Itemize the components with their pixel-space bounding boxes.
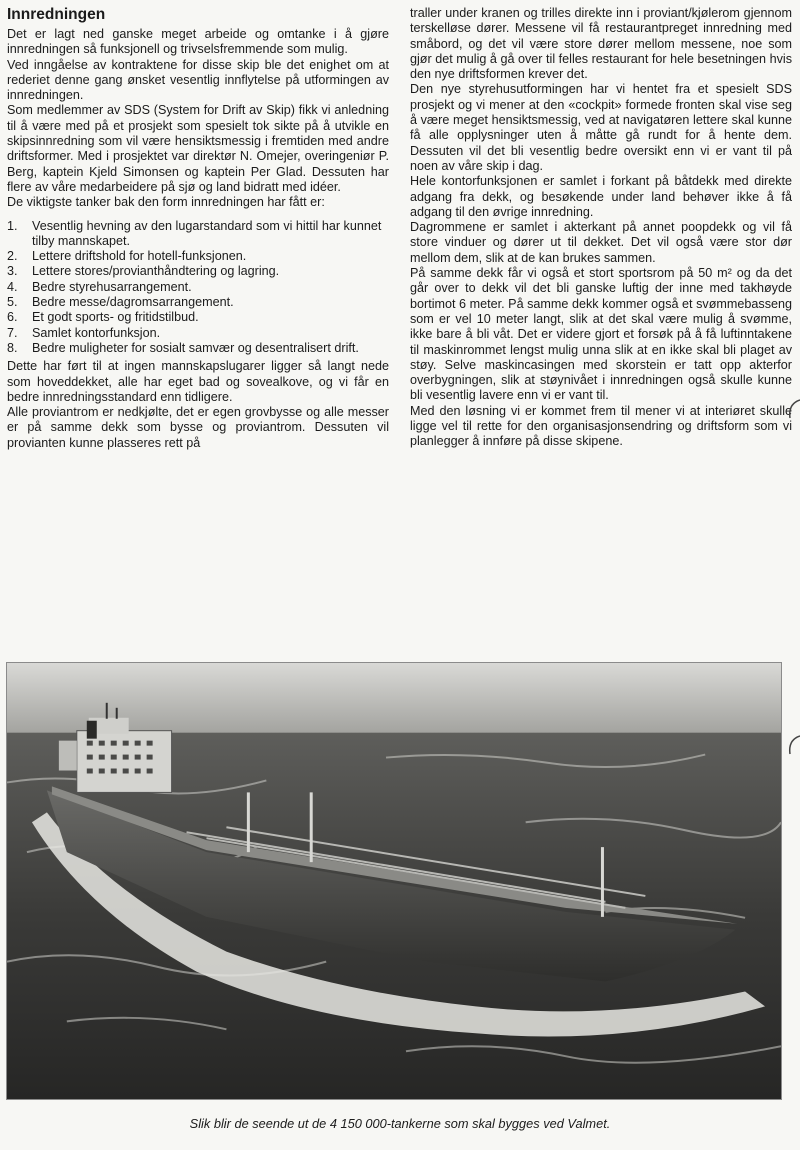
list-item	[7, 219, 389, 250]
paragraph: Alle proviantrom er nedkjølte, det er egen grovbysse og alle messer er på samme dekk som bysse og proviantrom. Dessuten vil provianten kunne plasseres rett på	[7, 405, 389, 450]
list-number: 3.	[7, 264, 18, 279]
paragraph: Ved inngåelse av kontraktene for disse skip ble det enighet om at rederiet denne gang ønsket vesentlig innflytelse på utformingen av innredningen.	[7, 57, 389, 103]
list-text: Bedre messe/dagromsarrangement.	[32, 295, 234, 310]
ship-illustration-icon	[7, 663, 781, 1099]
list-text: Lettere driftshold for hotell-funksjonen.	[32, 249, 247, 264]
list-number: 8.	[7, 340, 18, 355]
list-number: 7.	[7, 325, 18, 340]
paragraph: På samme dekk får vi også et stort sportsrom på 50 m² og da det går over to dekk vil det bli ganske luftig der inne med takhøyde bortimot 6 meter. På samme dekk kommer også et svømmebasseng som er vel 10 meter langt, slik at det skal være mulig å svømme, ikke bare å bli våt. Det er videre gjort et forsøk på å få luftinntakene til maskinrommet lengst mulig unna slik at en ikke skal bli plaget av støy. Selve maskincasingen med skorstein er tatt opp akterfor overbygningen, slik at støynivået i innredningen også skulle kunne bli vesentlig lavere enn vi er vant til.	[410, 266, 792, 403]
figure-caption: Slik blir de seende ut de 4 150 000-tankerne som skal bygges ved Valmet.	[189, 1116, 611, 1131]
paragraph: Med den løsning vi er kommet frem til mener vi at interiøret skulle ligge vel til rette for den organisasjonsendring og driftsform som vi planlegger å innføre på disse skipene.	[410, 403, 792, 449]
paragraph: Dagrommene er samlet i akterkant på annet poopdekk og vil få store vinduer og dører ut til dekket. Det vil også være stor dør mellom dem, slik at de kan brukes sammen.	[410, 220, 792, 265]
list-item	[7, 341, 389, 356]
right-column	[410, 6, 792, 450]
list-number: 5.	[7, 295, 18, 310]
tanker-ship-photo	[6, 662, 782, 1100]
list-item	[7, 310, 389, 325]
list-item	[7, 280, 389, 295]
paragraph: Hele kontorfunksjonen er samlet i forkant på båtdekk med direkte adgang fra dekk, og besøkende under land behøver ikke å få adgang til den øvrige innredning.	[410, 174, 792, 219]
page-edge-mark-icon	[786, 398, 800, 420]
list-text: Samlet kontorfunksjon.	[32, 325, 161, 340]
paragraph: Det er lagt ned ganske meget arbeide og omtanke i å gjøre innredningen så funksjonell og trivselsfremmende som mulig.	[7, 27, 389, 57]
list-text: Bedre styrehusarrangement.	[32, 279, 192, 294]
list-text: Bedre muligheter for sosialt samvær og desentralisert drift.	[32, 340, 359, 355]
list-item	[7, 249, 389, 264]
paragraph: De viktigste tanker bak den form innredningen har fått er:	[7, 195, 325, 210]
list-item	[7, 326, 389, 341]
section-heading: Innredningen	[7, 6, 106, 23]
list-number: 6.	[7, 310, 18, 325]
list-text: Lettere stores/provianthåndtering og lagring.	[32, 264, 280, 279]
numbered-list	[7, 219, 389, 357]
paragraph: traller under kranen og trilles direkte inn i proviant/kjølerom gjennom terskelløse dører. Messene vil få restaurantpreget innredning med småbord, og det vil være store dører mellom messene, noe som gjør det mulig å gå over til felles restaurant for hele besetningen hvis den nye driftsformen krever det.	[410, 6, 792, 82]
list-number: 4.	[7, 279, 18, 294]
paragraph: Dette har ført til at ingen mannskapslugarer ligger så langt nede som hoveddekket, alle har eget bad og sovealkove, og vi får en bedre innredningsstandard enn tidligere.	[7, 359, 389, 404]
paragraph: Den nye styrehusutformingen har vi hentet fra et spesielt SDS prosjekt og vi mener at den «cockpit» formede fronten skal vise seg å være meget hensiktsmessig, ved at navigatøren lettere skal kunne få alle opplysninger uten å måtte gå rundt for å hente dem. Dessuten vil det bli vesentlig bedre oversikt enn vi er vant til på noen av våre skip i dag.	[410, 82, 792, 173]
list-item	[7, 295, 389, 310]
list-number: 2.	[7, 249, 18, 264]
list-number: 1.	[7, 218, 18, 233]
page-edge-mark-icon	[786, 734, 800, 756]
list-text: Et godt sports- og fritidstilbud.	[32, 310, 199, 325]
left-column	[7, 6, 389, 451]
list-item	[7, 264, 389, 279]
paragraph: Som medlemmer av SDS (System for Drift av Skip) fikk vi anledning til å være med på et prosjekt som spesielt tok sikte på å utvikle en skipsinnredning som vil være hensiktsmessig i fremtiden med andre driftsformer. Med i prosjektet var direktør N. Omejer, overingeniør P. Berg, kaptein Kjeld Simonsen og kaptein Per Glad. Dessuten har flere av våre medarbeidere på sjø og land bidratt med idéer.	[7, 103, 389, 194]
list-text: Vesentlig hevning av den lugarstandard som vi hittil har kunnet tilby mannskapet.	[32, 218, 382, 248]
